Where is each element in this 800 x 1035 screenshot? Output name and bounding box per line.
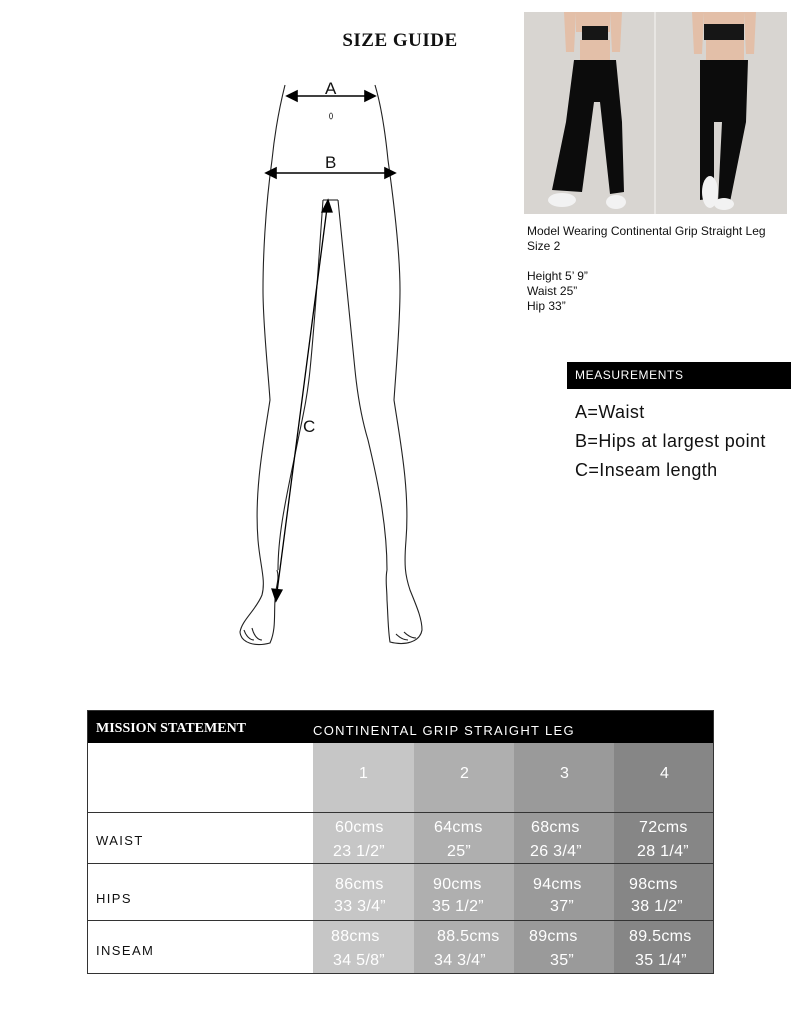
- table-cell: 26 3/4”: [530, 843, 582, 860]
- label-c: C: [303, 417, 316, 436]
- model-info: [527, 224, 797, 314]
- row-label-waist: WAIST: [96, 833, 144, 848]
- measurements-header: MEASUREMENTS: [567, 362, 791, 389]
- table-cell: 35 1/4”: [635, 952, 687, 969]
- table-cell: 90cms: [433, 876, 482, 893]
- measurements-list: [575, 398, 766, 485]
- row-label-inseam: INSEAM: [96, 943, 155, 958]
- table-cell: 89.5cms: [629, 928, 692, 945]
- inseam-arrow: [272, 200, 332, 601]
- model-caption: Model Wearing Continental Grip Straight Leg: [527, 224, 766, 238]
- size-header: 2: [460, 765, 469, 782]
- leggings-diagram: [230, 70, 430, 655]
- size-header: 1: [359, 765, 368, 782]
- brand-name: MISSION STATEMENT: [96, 721, 247, 736]
- table-cell: 88cms: [331, 928, 380, 945]
- model-photo: [524, 12, 787, 214]
- model-height: Height 5’ 9”: [527, 269, 588, 283]
- label-b: B: [325, 153, 337, 172]
- page-title: SIZE GUIDE: [342, 30, 458, 51]
- leg-outline-right: [375, 85, 422, 644]
- size-header: 4: [660, 765, 669, 782]
- size-header: 3: [560, 765, 569, 782]
- row-label-hips: HIPS: [96, 891, 132, 906]
- table-cell: 86cms: [335, 876, 384, 893]
- table-cell: 68cms: [531, 819, 580, 836]
- table-cell: 88.5cms: [437, 928, 500, 945]
- leg-inner-right: [338, 200, 387, 570]
- measurement-item: B=Hips at largest point: [575, 431, 766, 451]
- table-cell: 98cms: [629, 876, 678, 893]
- table-cell: 35 1/2”: [432, 898, 484, 915]
- leg-inner-left: [278, 200, 323, 570]
- measurement-item: A=Waist: [575, 402, 645, 422]
- table-cell: 72cms: [639, 819, 688, 836]
- table-cell: 34 5/8”: [333, 952, 385, 969]
- table-cell: 35”: [550, 952, 575, 969]
- label-a: A: [325, 79, 337, 98]
- table-cell: 23 1/2”: [333, 843, 385, 860]
- model-hip: Hip 33”: [527, 299, 566, 313]
- table-cell: 38 1/2”: [631, 898, 683, 915]
- table-cell: 94cms: [533, 876, 582, 893]
- table-cell: 37”: [550, 898, 575, 915]
- model-size: Size 2: [527, 239, 561, 253]
- model-waist: Waist 25”: [527, 284, 578, 298]
- table-cell: 60cms: [335, 819, 384, 836]
- table-header: [88, 711, 713, 743]
- table-cell: 64cms: [434, 819, 483, 836]
- table-cell: 33 3/4”: [334, 898, 386, 915]
- table-cell: 34 3/4”: [434, 952, 486, 969]
- measurement-item: C=Inseam length: [575, 460, 718, 480]
- size-table: [87, 710, 714, 974]
- table-cell: 89cms: [529, 928, 578, 945]
- table-cell: 25”: [447, 843, 472, 860]
- product-name: CONTINENTAL GRIP STRAIGHT LEG: [313, 723, 575, 738]
- table-cell: 28 1/4”: [637, 843, 689, 860]
